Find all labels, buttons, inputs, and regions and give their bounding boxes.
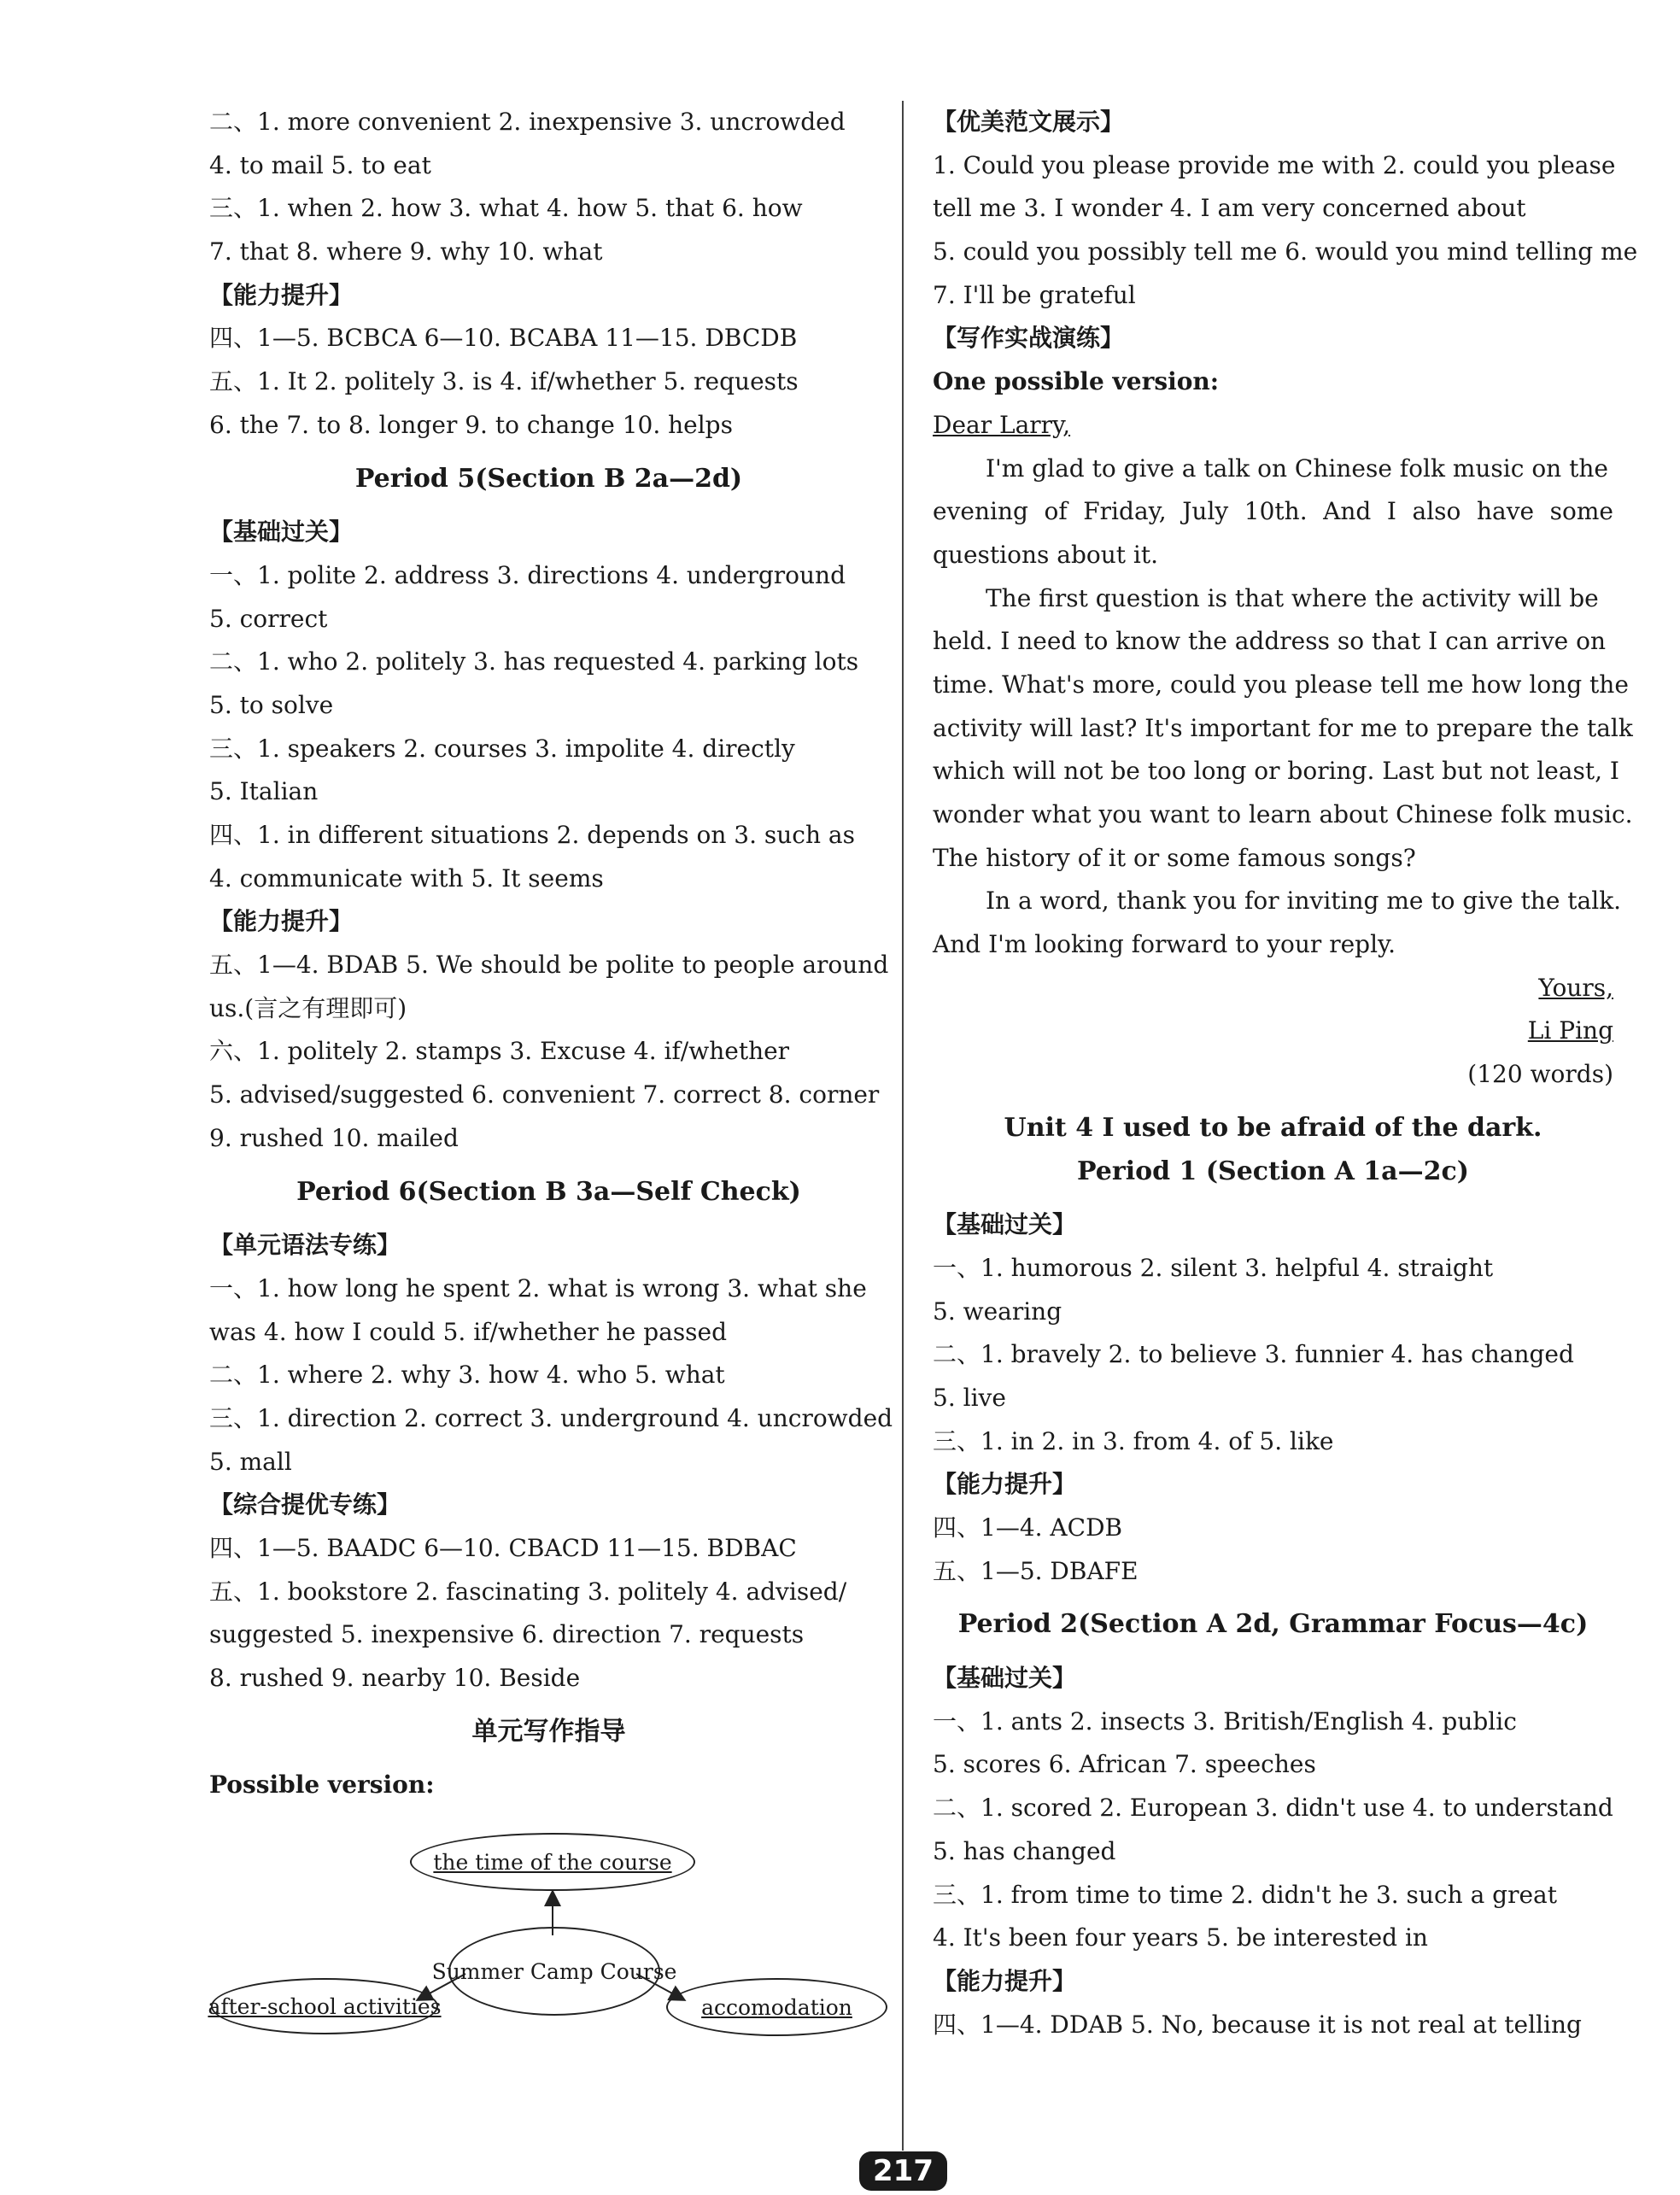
answer-line: 5. scores 6. African 7. speeches: [933, 1750, 1316, 1779]
section-label: 【优美范文展示】: [933, 108, 1125, 136]
answer-line: 四、1. in different situations 2. depends on 3. such as: [209, 821, 855, 849]
answer-line: 四、1—5. BAADC 6—10. CBACD 11—15. BDBAC: [209, 1534, 797, 1562]
answer-line: 9. rushed 10. mailed: [209, 1123, 459, 1152]
letter-line: which will not be too long or boring. Last but not least, I: [933, 757, 1619, 786]
answer-line: 六、1. politely 2. stamps 3. Excuse 4. if/whether: [209, 1037, 790, 1066]
letter-line: evening of Friday, July 10th. And I also have some: [933, 497, 1613, 526]
answer-line: 5. could you possibly tell me 6. would you mind telling me: [933, 237, 1638, 266]
answer-line: 一、1. ants 2. insects 3. British/English 4. public: [933, 1706, 1517, 1736]
answer-line: tell me 3. I wonder 4. I am very concerned about: [933, 194, 1526, 223]
period-heading: Period 5(Section B 2a—2d): [354, 463, 743, 494]
period-heading: Period 6(Section B 3a—Self Check): [296, 1176, 801, 1207]
answer-line: 四、1—4. ACDB: [933, 1513, 1123, 1542]
answer-line: was 4. how I could 5. if/whether he passed: [209, 1317, 728, 1346]
letter-line: The first question is that where the activity will be: [986, 583, 1599, 612]
answer-line: 一、1. polite 2. address 3. directions 4. underground: [209, 560, 846, 589]
node-summer-camp: Summer Camp Course: [448, 1927, 660, 2016]
section-label: 【能力提升】: [933, 1966, 1077, 1995]
section-label: 【能力提升】: [209, 907, 354, 936]
answer-line: 7. I'll be grateful: [933, 280, 1136, 309]
letter-line: wonder what you want to learn about Chinese folk music.: [933, 800, 1633, 828]
answer-line: suggested 5. inexpensive 6. direction 7. requests: [209, 1620, 805, 1649]
answer-line: 三、1. when 2. how 3. what 4. how 5. that 6. how: [209, 194, 803, 223]
answer-line: 5. wearing: [933, 1297, 1062, 1326]
section-label: 【能力提升】: [933, 1470, 1077, 1499]
writing-guide-heading: 单元写作指导: [471, 1716, 626, 1747]
answer-line: 五、1—4. BDAB 5. We should be polite to people around: [209, 951, 889, 980]
node-accommodation: accomodation: [666, 1978, 887, 2036]
answer-line: 5. advised/suggested 6. convenient 7. correct 8. corner: [209, 1080, 880, 1109]
section-label: 【基础过关】: [933, 1664, 1077, 1693]
answer-line: 二、1. more convenient 2. inexpensive 3. uncrowded: [209, 108, 846, 136]
word-count: (120 words): [1467, 1060, 1613, 1089]
letter-signature: Li Ping: [1527, 1016, 1613, 1045]
unit-title: Unit 4 I used to be afraid of the dark.: [1004, 1112, 1542, 1143]
letter-line: questions about it.: [933, 540, 1159, 569]
answer-line: 四、1—5. BCBCA 6—10. BCABA 11—15. DBCDB: [209, 324, 798, 353]
answer-line: 三、1. in 2. in 3. from 4. of 5. like: [933, 1426, 1334, 1455]
section-label: 【写作实战演练】: [933, 324, 1125, 353]
answer-line: 一、1. how long he spent 2. what is wrong 3. what she: [209, 1273, 867, 1302]
letter-line: In a word, thank you for inviting me to give the talk.: [986, 887, 1622, 916]
letter-line: time. What's more, could you please tell me how long the: [933, 670, 1629, 699]
answer-line: 5. correct: [209, 604, 328, 633]
answer-line: 二、1. where 2. why 3. how 4. who 5. what: [209, 1361, 725, 1390]
letter-line: I'm glad to give a talk on Chinese folk music on the: [986, 454, 1608, 483]
answer-line: 四、1—4. DDAB 5. No, because it is not real at telling: [933, 2010, 1582, 2039]
answer-line: 1. Could you please provide me with 2. could you please: [933, 150, 1616, 179]
section-label: 【单元语法专练】: [209, 1231, 401, 1260]
letter-line: And I'm looking forward to your reply.: [933, 930, 1396, 959]
answer-line: 5. mall: [209, 1447, 292, 1476]
answer-line: 6. the 7. to 8. longer 9. to change 10. helps: [209, 410, 733, 439]
letter-line: The history of it or some famous songs?: [933, 843, 1416, 872]
section-label: 【综合提优专练】: [209, 1490, 401, 1519]
node-activities: after-school activities: [211, 1978, 438, 2034]
section-label: 【基础过关】: [209, 518, 354, 547]
node-course-time: the time of the course: [410, 1833, 695, 1891]
answer-line: 5. Italian: [209, 777, 319, 806]
period-heading: Period 2(Section A 2d, Grammar Focus—4c): [957, 1609, 1589, 1640]
answer-line: 五、1—5. DBAFE: [933, 1556, 1139, 1585]
answer-line: 4. to mail 5. to eat: [209, 150, 431, 179]
answer-line: 7. that 8. where 9. why 10. what: [209, 237, 603, 266]
answer-line: 4. It's been four years 5. be interested in: [933, 1923, 1428, 1952]
answer-line: 三、1. from time to time 2. didn't he 3. such a great: [933, 1880, 1557, 1909]
period-heading: Period 1 (Section A 1a—2c): [1077, 1156, 1469, 1186]
answer-line: 二、1. who 2. politely 3. has requested 4. parking lots: [209, 647, 859, 676]
letter-line: activity will last? It's important for me to prepare the talk: [933, 713, 1633, 742]
letter-line: held. I need to know the address so that I can arrive on: [933, 627, 1606, 656]
answer-line: 5. has changed: [933, 1836, 1116, 1865]
answer-line: 5. to solve: [209, 690, 334, 719]
answer-line: 8. rushed 9. nearby 10. Beside: [209, 1664, 581, 1693]
letter-closing: Yours,: [1538, 973, 1613, 1002]
answer-line: 4. communicate with 5. It seems: [209, 863, 604, 893]
answer-line: 一、1. humorous 2. silent 3. helpful 4. straight: [933, 1253, 1494, 1282]
left-column: [208, 101, 893, 2038]
answer-line: 二、1. scored 2. European 3. didn't use 4. to understand: [933, 1794, 1613, 1823]
answer-line: 五、1. It 2. politely 3. is 4. if/whether 5. requests: [209, 367, 799, 396]
answer-line: 三、1. speakers 2. courses 3. impolite 4. directly: [209, 734, 795, 763]
answer-line: 二、1. bravely 2. to believe 3. funnier 4. has changed: [933, 1340, 1574, 1369]
one-possible-label: One possible version:: [933, 367, 1220, 396]
section-label: 【基础过关】: [933, 1210, 1077, 1239]
right-column: [933, 101, 1638, 2046]
mind-map: [209, 1816, 888, 2038]
page-number: 217: [859, 2151, 947, 2191]
section-label: 【能力提升】: [209, 280, 354, 309]
letter-salutation: Dear Larry,: [933, 410, 1071, 439]
answer-line: 三、1. direction 2. correct 3. underground 4. uncrowded: [209, 1403, 893, 1432]
answer-line: us.(言之有理即可): [209, 993, 407, 1022]
answer-line: 5. live: [933, 1383, 1006, 1412]
possible-version-label: Possible version:: [209, 1771, 435, 1800]
column-divider: [902, 101, 904, 2151]
answer-line: 五、1. bookstore 2. fascinating 3. politely 4. advised/: [209, 1577, 847, 1606]
